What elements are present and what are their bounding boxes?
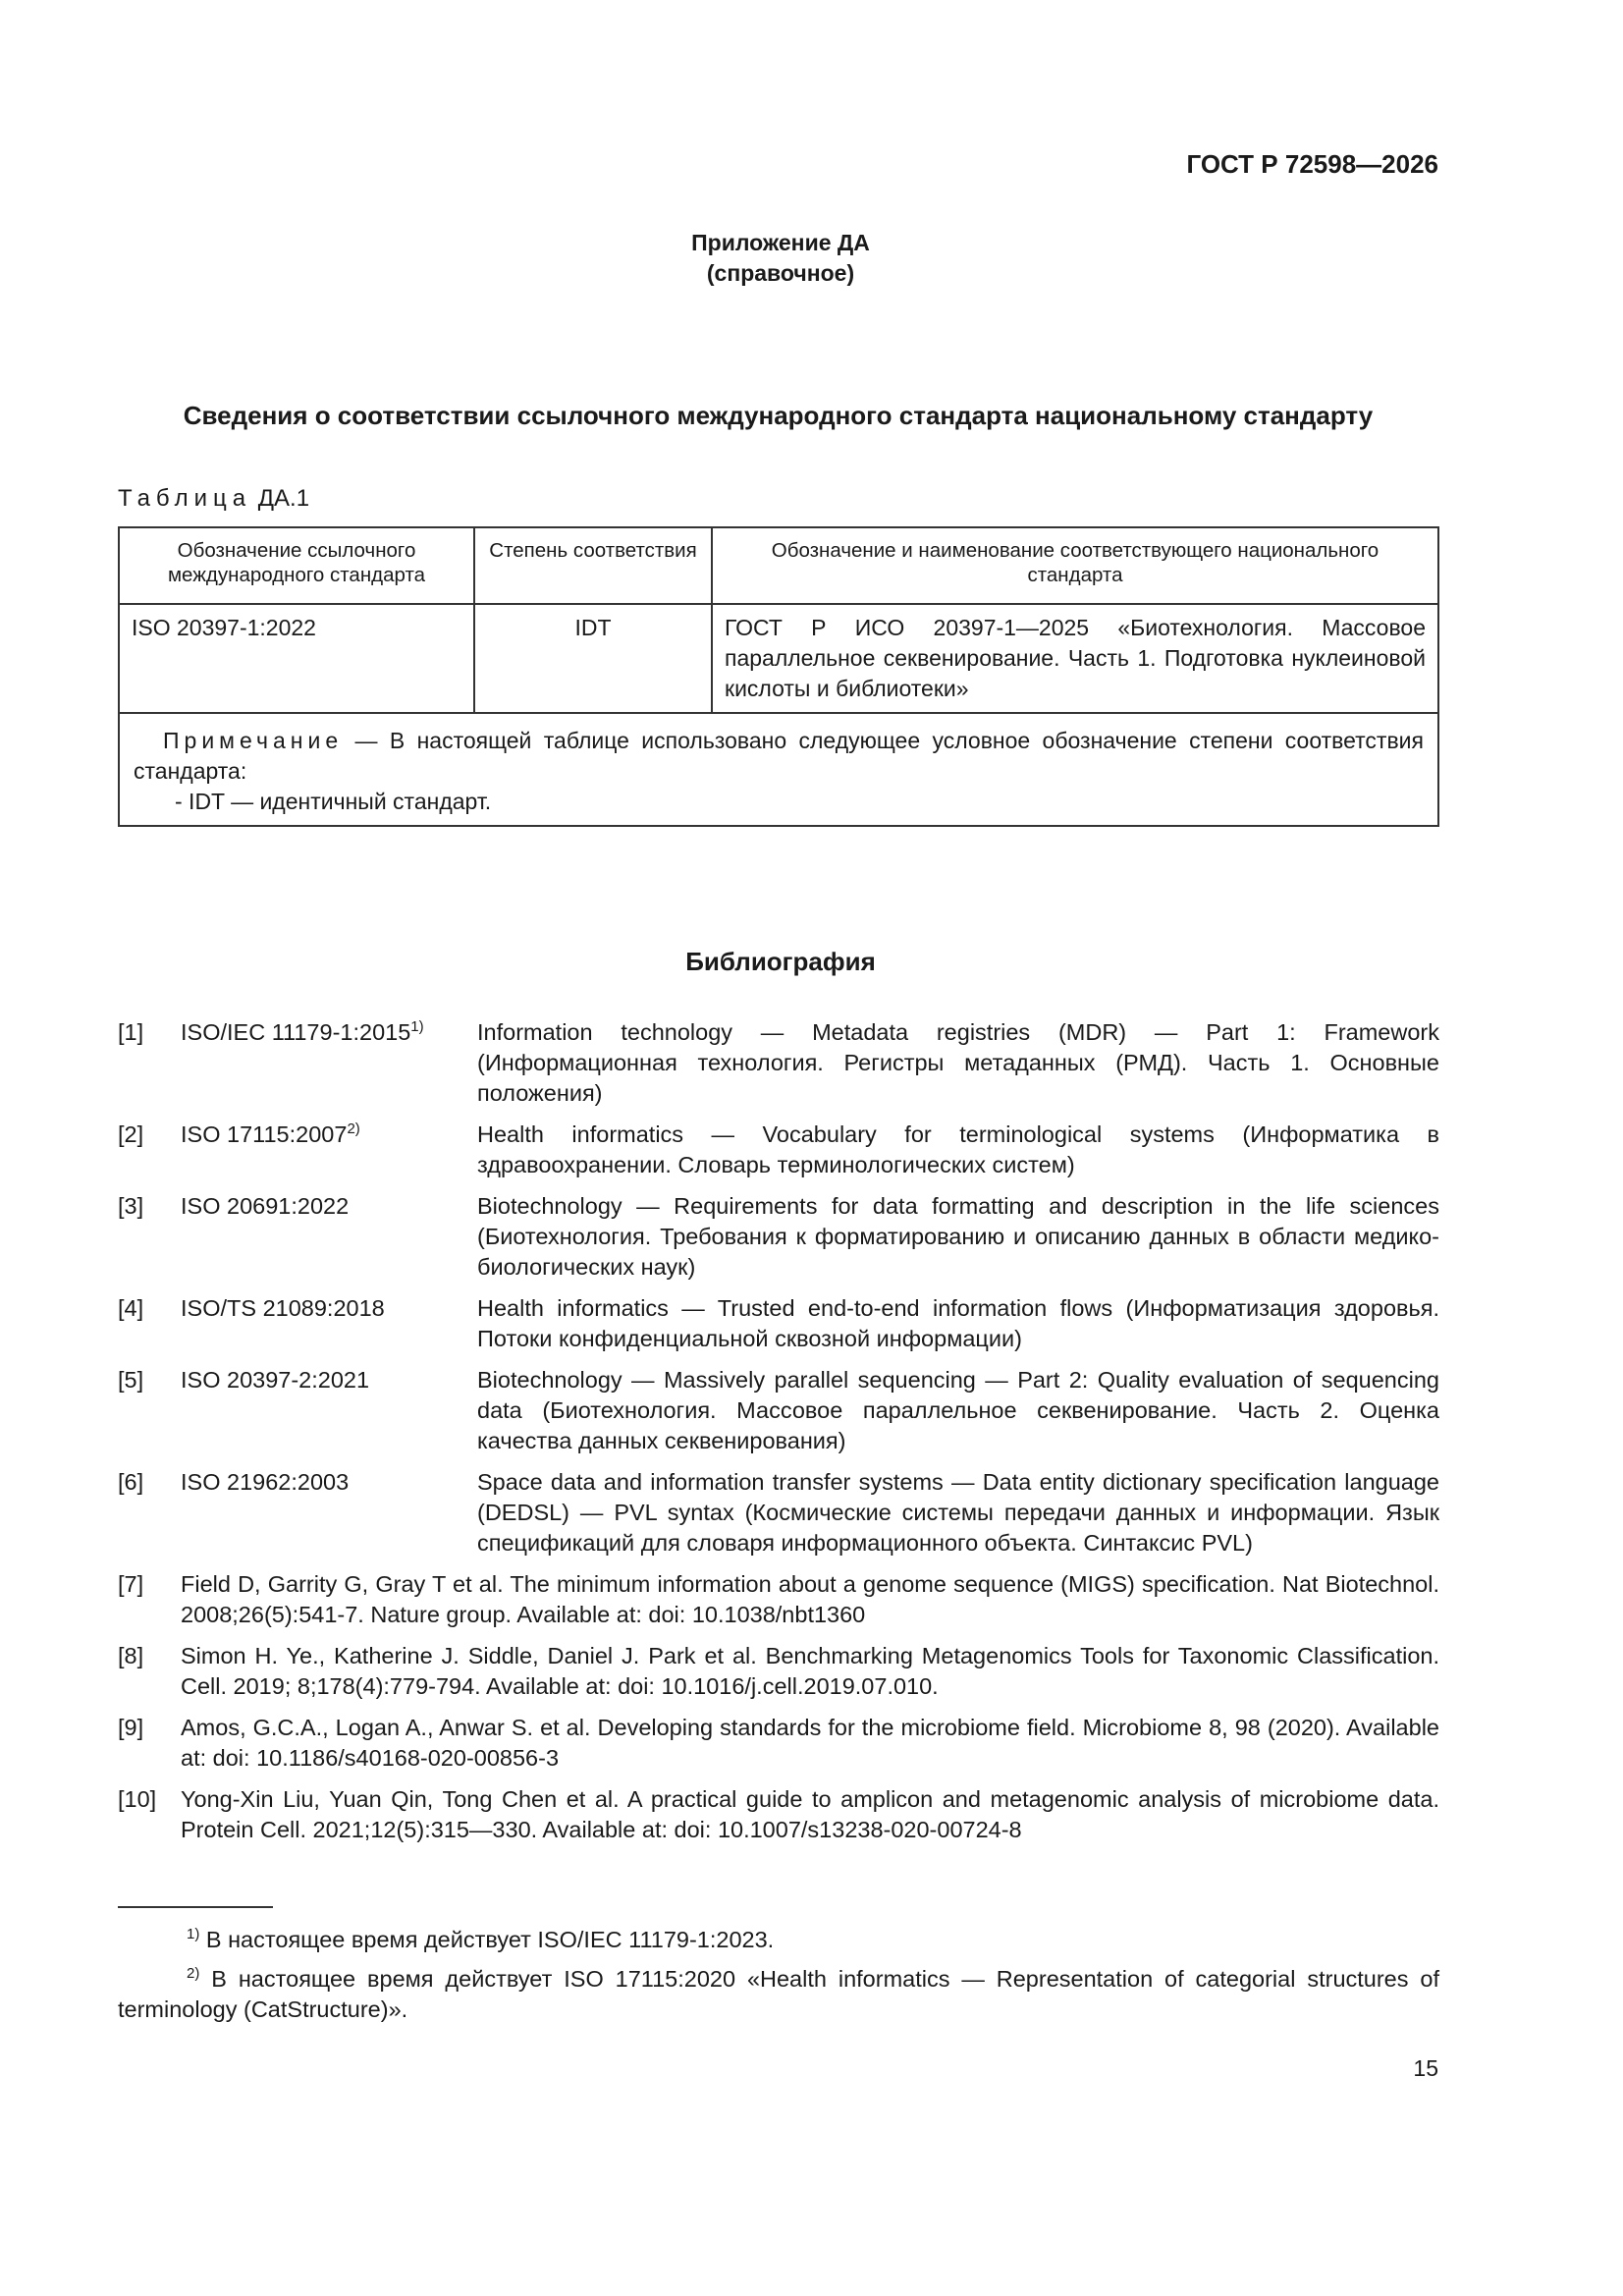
document-code: ГОСТ Р 72598—2026 xyxy=(1186,149,1438,179)
bibliography-entry xyxy=(118,1293,1439,1354)
cell-intl-standard: ISO 20397-1:2022 xyxy=(119,604,474,713)
entry-text: Health informatics — Trusted end-to-end information flows (Информатизация здоровья. Потоки конфиденциальной сквозной информации) xyxy=(477,1295,1439,1351)
bibliography-entry xyxy=(118,1569,1439,1630)
note-item: - IDT — идентичный стандарт. xyxy=(175,789,492,814)
table-caption-number: ДА.1 xyxy=(257,485,310,512)
entry-number: [2] xyxy=(118,1121,144,1147)
header-national-standard: Обозначение и наименование соответствующего национального стандарта xyxy=(712,527,1438,604)
annex-title: Приложение ДА xyxy=(691,230,870,255)
entry-text: Simon H. Ye., Katherine J. Siddle, Daniel J. Park et al. Benchmarking Metagenomics Tools for Taxonomic Classification. Cell. 2019; 8;178(4):779-794. Available at: doi: 10.1016/j.cell.2019.07.010. xyxy=(181,1643,1439,1699)
bibliography-entry xyxy=(118,1713,1439,1774)
header-degree: Степень соответствия xyxy=(474,527,712,604)
bibliography-entry xyxy=(118,1191,1439,1283)
entry-code: ISO/IEC 11179-1:2015$^{1)}$ xyxy=(181,1018,424,1045)
page-number: 15 xyxy=(1413,2055,1438,2081)
entry-text: Amos, G.C.A., Logan A., Anwar S. et al. Developing standards for the microbiome field. Microbiome 8, 98 (2020). Available at: doi: 10.1186/s40168-020-00856-3 xyxy=(181,1715,1439,1771)
annex-heading xyxy=(0,228,1561,289)
bibliography-entry xyxy=(118,1365,1439,1456)
note-label: Примечание xyxy=(163,728,344,753)
table-note-row xyxy=(119,713,1438,826)
entry-text: Biotechnology — Requirements for data formatting and description in the life sciences (Биотехнология. Требования к форматированию и описанию данных в области медико-биологических наук) xyxy=(477,1193,1439,1280)
cell-national-standard: ГОСТ Р ИСО 20397-1—2025 «Биотехнология. Массовое параллельное секвенирование. Часть 1. Подготовка нуклеиновой кислоты и библиотеки» xyxy=(712,604,1438,713)
entry-number: [8] xyxy=(118,1643,144,1668)
note-text: — В настоящей таблице использовано следующее условное обозначение степени соответствия стандарта: xyxy=(134,728,1424,784)
entry-number: [7] xyxy=(118,1571,144,1597)
annex-subtitle: (справочное) xyxy=(706,260,855,286)
footnote-mark: 1) xyxy=(187,1926,200,1942)
entry-number: [5] xyxy=(118,1367,144,1393)
bibliography-entry xyxy=(118,1017,1439,1109)
footnote-ref: 1) xyxy=(410,1018,424,1035)
bibliography-entry xyxy=(118,1467,1439,1558)
footnote: $^{1)}$ В настоящее время действует ISO/IEC 11179-1:2023. xyxy=(187,1926,775,1952)
bibliography-title: Библиография xyxy=(685,947,876,976)
entry-code: ISO 17115:2007$^{2)}$ xyxy=(181,1121,360,1147)
entry-text: Yong-Xin Liu, Yuan Qin, Tong Chen et al. A practical guide to amplicon and metagenomic analysis of microbiome data. Protein Cell. 2021;12(5):315—330. Available at: doi: 10.1007/s13238-020-00724-8 xyxy=(181,1786,1439,1842)
entry-number: [1] xyxy=(118,1019,144,1045)
correspondence-table xyxy=(118,526,1439,827)
table-header-row xyxy=(119,527,1438,604)
entry-number: [6] xyxy=(118,1469,144,1495)
bibliography-entry xyxy=(118,1120,1439,1180)
table-caption-label: Таблица xyxy=(118,485,252,512)
bibliography-entry xyxy=(118,1641,1439,1702)
cell-degree: IDT xyxy=(474,604,712,713)
table-note xyxy=(119,713,1438,826)
entry-text: Space data and information transfer systems — Data entity dictionary specification language (DEDSL) — PVL syntax (Космические системы передачи данных и информации. Язык спецификаций для словаря информационного объекта. Синтаксис PVL) xyxy=(477,1469,1439,1556)
entry-text: Biotechnology — Massively parallel sequencing — Part 2: Quality evaluation of sequencing data (Биотехнология. Массовое параллельное секвенирование. Часть 2. Оценка качества данных секвенирования) xyxy=(477,1367,1439,1453)
entry-number: [10] xyxy=(118,1786,157,1812)
entry-number: [9] xyxy=(118,1715,144,1740)
entry-number: [3] xyxy=(118,1193,144,1219)
footnote-separator xyxy=(118,1906,273,1908)
table-row xyxy=(119,604,1438,713)
entry-code: ISO 20691:2022 xyxy=(181,1193,350,1219)
bibliography-entry xyxy=(118,1784,1439,1845)
footnote-mark: 2) xyxy=(187,1965,200,1982)
header-intl-standard: Обозначение ссылочного международного стандарта xyxy=(119,527,474,604)
table-caption xyxy=(118,485,309,513)
footnote: $^{2)}$ В настоящее время действует ISO 17115:2020 «Health informatics — Representation of categorial structures of terminology (CatStructure)». xyxy=(118,1965,1439,2022)
entry-text: Field D, Garrity G, Gray T et al. The minimum information about a genome sequence (MIGS) specification. Nat Biotechnol. 2008;26(5):541-7. Nature group. Available at: doi: 10.1038/nbt1360 xyxy=(181,1571,1439,1627)
bibliography-list xyxy=(118,1017,1439,1856)
entry-text: Health informatics — Vocabulary for terminological systems (Информатика в здравоохранении. Словарь терминологических систем) xyxy=(477,1121,1439,1177)
entry-number: [4] xyxy=(118,1295,144,1321)
footnotes xyxy=(118,1925,1439,2034)
entry-text: Information technology — Metadata registries (MDR) — Part 1: Framework (Информационная технология. Регистры метаданных (РМД). Часть 1. Основные положения) xyxy=(477,1019,1439,1106)
entry-code: ISO/TS 21089:2018 xyxy=(181,1295,385,1321)
section-title: Сведения о соответствии ссылочного международного стандарта национальному стандарту xyxy=(183,401,1374,430)
entry-code: ISO 21962:2003 xyxy=(181,1469,350,1495)
footnote-ref: 2) xyxy=(347,1121,360,1137)
entry-code: ISO 20397-2:2021 xyxy=(181,1367,370,1393)
